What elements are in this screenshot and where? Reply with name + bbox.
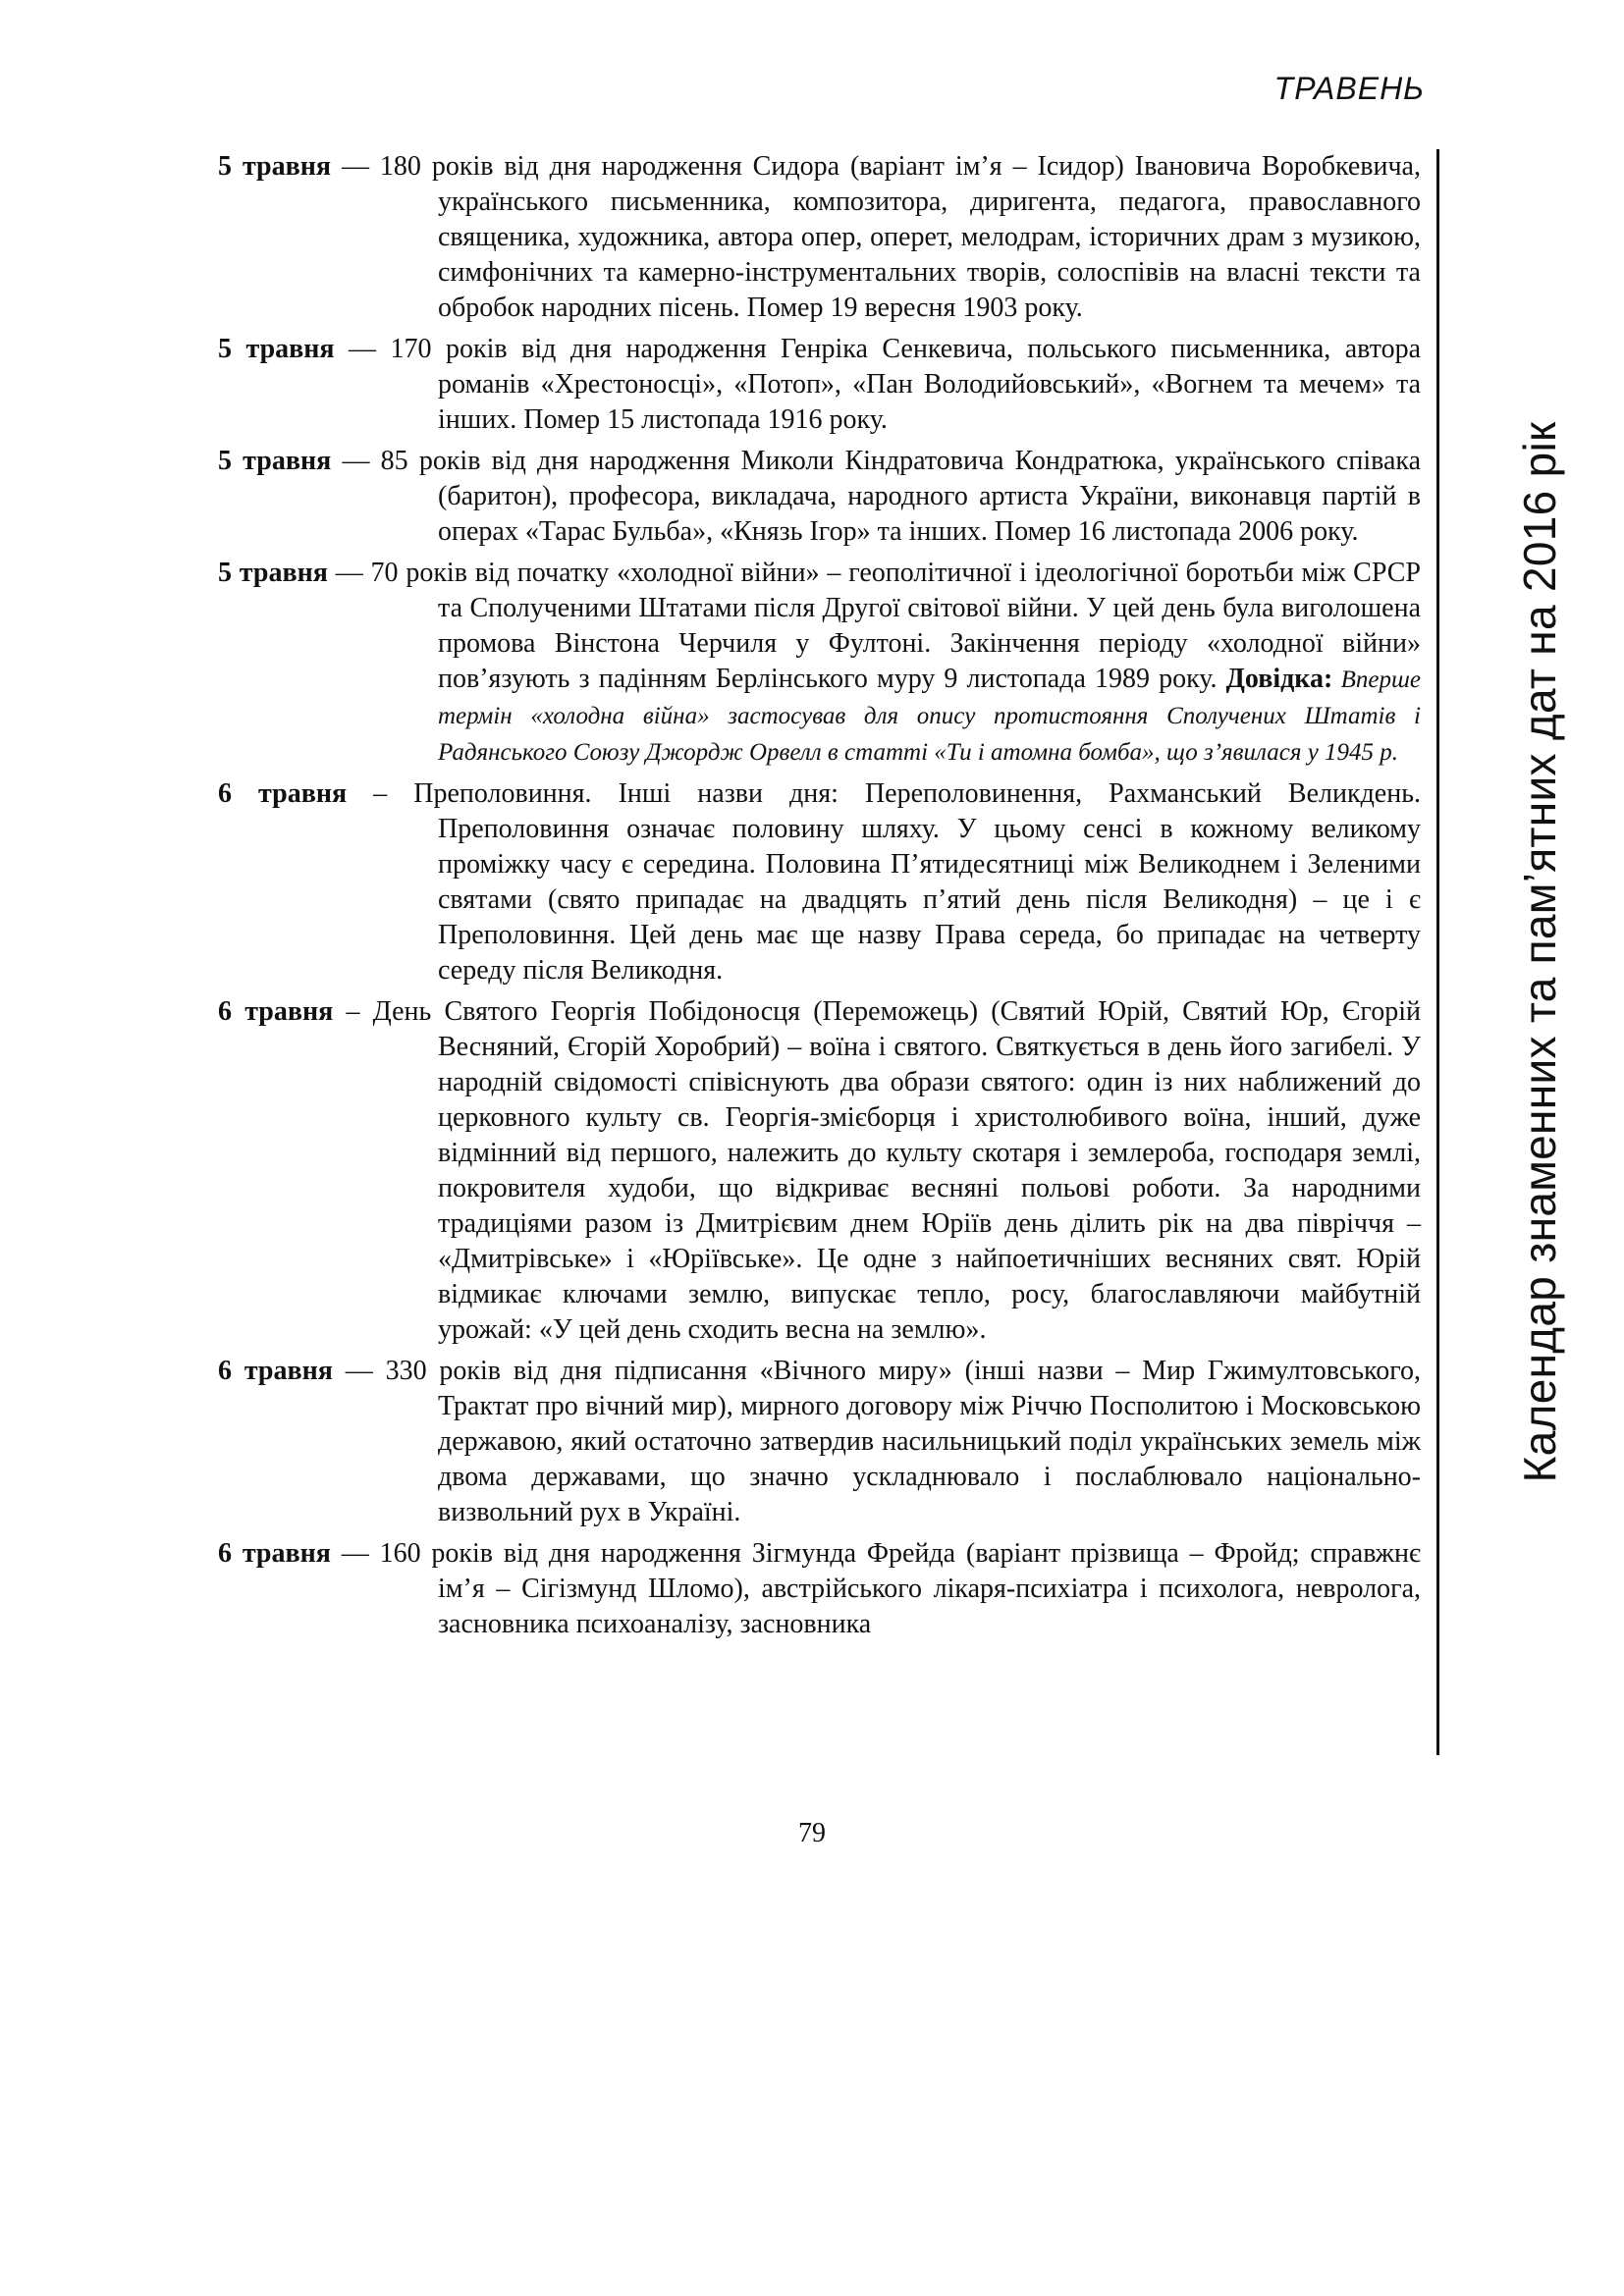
note-label: Довідка: [1225, 664, 1333, 694]
entry-separator: — [327, 558, 371, 588]
running-head: ТРАВЕНЬ [1273, 71, 1425, 106]
entry-text: 160 років від дня народження Зігмунда Фрейда (варіант прізвища – Фройд; справжнє ім’я – Сігізмунд Шломо), австрійського лікаря-психіатра і психолога, невролога, засновника психоаналізу, засновника [379, 1538, 1421, 1639]
entry-date: 6 травня [218, 996, 334, 1027]
calendar-entry [218, 1536, 1421, 1642]
entry-text: 170 років від дня народження Генріка Сенкевича, польського письменника, автора романів «Хрестоносці», «Потоп», «Пан Володийовський», «Вогнем та мечем» та інших. Помер 15 листопада 1916 року. [390, 334, 1421, 435]
entry-text: 330 років від дня підписання «Вічного миру» (інші назви – Мир Гжимултовського, Трактат про вічний мир), мирного договору між Річчю Посполитою і Московською державою, який остаточно затвердив насильницький поділ українських земель між двома державами, що значно ускладнювало і послаблювало національно-визвольний рух в Україні. [385, 1356, 1421, 1527]
entry-text: 85 років від дня народження Миколи Кіндратовича Кондратюка, українського співака (баритон), професора, викладача, народного артиста України, виконавця партій в операх «Тарас Бульба», «Князь Ігор» та інших. Помер 16 листопада 2006 року. [380, 446, 1422, 547]
side-title: Календар знаменних та пам’ятних дат на 2016 рік [1514, 421, 1565, 1483]
calendar-entry [218, 444, 1421, 550]
calendar-entry [218, 332, 1421, 438]
page-number: 79 [798, 1818, 826, 1848]
entry-separator: – [333, 996, 373, 1027]
calendar-entry [218, 1354, 1421, 1530]
calendar-entry [218, 149, 1421, 326]
calendar-entries [218, 149, 1421, 1648]
entry-separator: – [347, 778, 414, 809]
entry-date: 5 травня [218, 558, 328, 588]
entry-separator: — [334, 334, 391, 364]
entry-date: 6 травня [218, 1356, 333, 1386]
entry-date: 5 травня [218, 151, 332, 182]
entry-date: 5 травня [218, 446, 332, 476]
entry-text: День Святого Георгія Побідоносця (Переможець) (Святий Юрій, Святий Юр, Єгорій Весняний, Єгорій Хоробрий) – воїна і святого. Святкується в день його загибелі. У народній свідомості співіснують два образи святого: один із них наближений до церковного культу св. Георгія-змієборця і христолюбивого воїна, інший, дуже відмінний від першого, належить до культу скотаря і землероба, господаря землі, покровителя худоби, що відкриває весняні польові роботи. За народними традиціями разом із Дмитрієвим днем Юріїв день ділить рік на два півріччя – «Дмитрівське» і «Юріївське». Це одне з найпоетичніших весняних свят. Юрій відмикає ключами землю, випускає тепло, росу, благославляючи майбутній урожай: «У цей день сходить весна на землю». [372, 996, 1421, 1345]
vertical-rule [1436, 149, 1439, 1755]
entry-separator: — [332, 1356, 386, 1386]
note-text: Вперше термін «холодна війна» застосував для опису протистояння Сполучених Штатів і Радянського Союзу Джордж Орвелл в статті «Ти і атомна бомба», що з’явилася у 1945 р. [438, 667, 1421, 766]
entry-separator: — [330, 1538, 380, 1569]
entry-text: Преполовиння. Інші назви дня: Переполовинення, Рахманський Великдень. Преполовиння означає половину шляху. У цьому сенсі в кожному великому проміжку часу є середина. Половина П’ятидесятниці між Великоднем і Зеленими святами (свято припадає на двадцять п’ятий день після Великодня) – це і є Преполовиння. Цей день має ще назву Права середа, бо припадає на четверту середу після Великодня. [413, 778, 1421, 986]
entry-separator: — [331, 151, 380, 182]
entry-date: 5 травня [218, 334, 335, 364]
entry-date: 6 травня [218, 778, 348, 809]
entry-text: 70 років від початку «холодної війни» – геополітичної і ідеологічної боротьби між СРСР та Сполученими Штатами після Другої світової війни. У цей день була виголошена промова Вінстона Черчиля у Фултоні. Закінчення періоду «холодної війни» пов’язують з падінням Берлінського муру 9 листопада 1989 року. [370, 558, 1422, 694]
entry-text: 180 років від дня народження Сидора (варіант ім’я – Ісидор) Івановича Воробкевича, українського письменника, композитора, диригента, педагога, православного священика, художника, автора опер, оперет, мелодрам, історичних драм з музикою, симфонічних та камерно-інструментальних творів, солоспівів на власні тексти та обробок народних пісень. Помер 19 вересня 1903 року. [379, 151, 1421, 323]
entry-separator: — [331, 446, 381, 476]
calendar-entry [218, 776, 1421, 988]
entry-date: 6 травня [218, 1538, 331, 1569]
calendar-entry [218, 556, 1421, 771]
calendar-entry [218, 994, 1421, 1348]
